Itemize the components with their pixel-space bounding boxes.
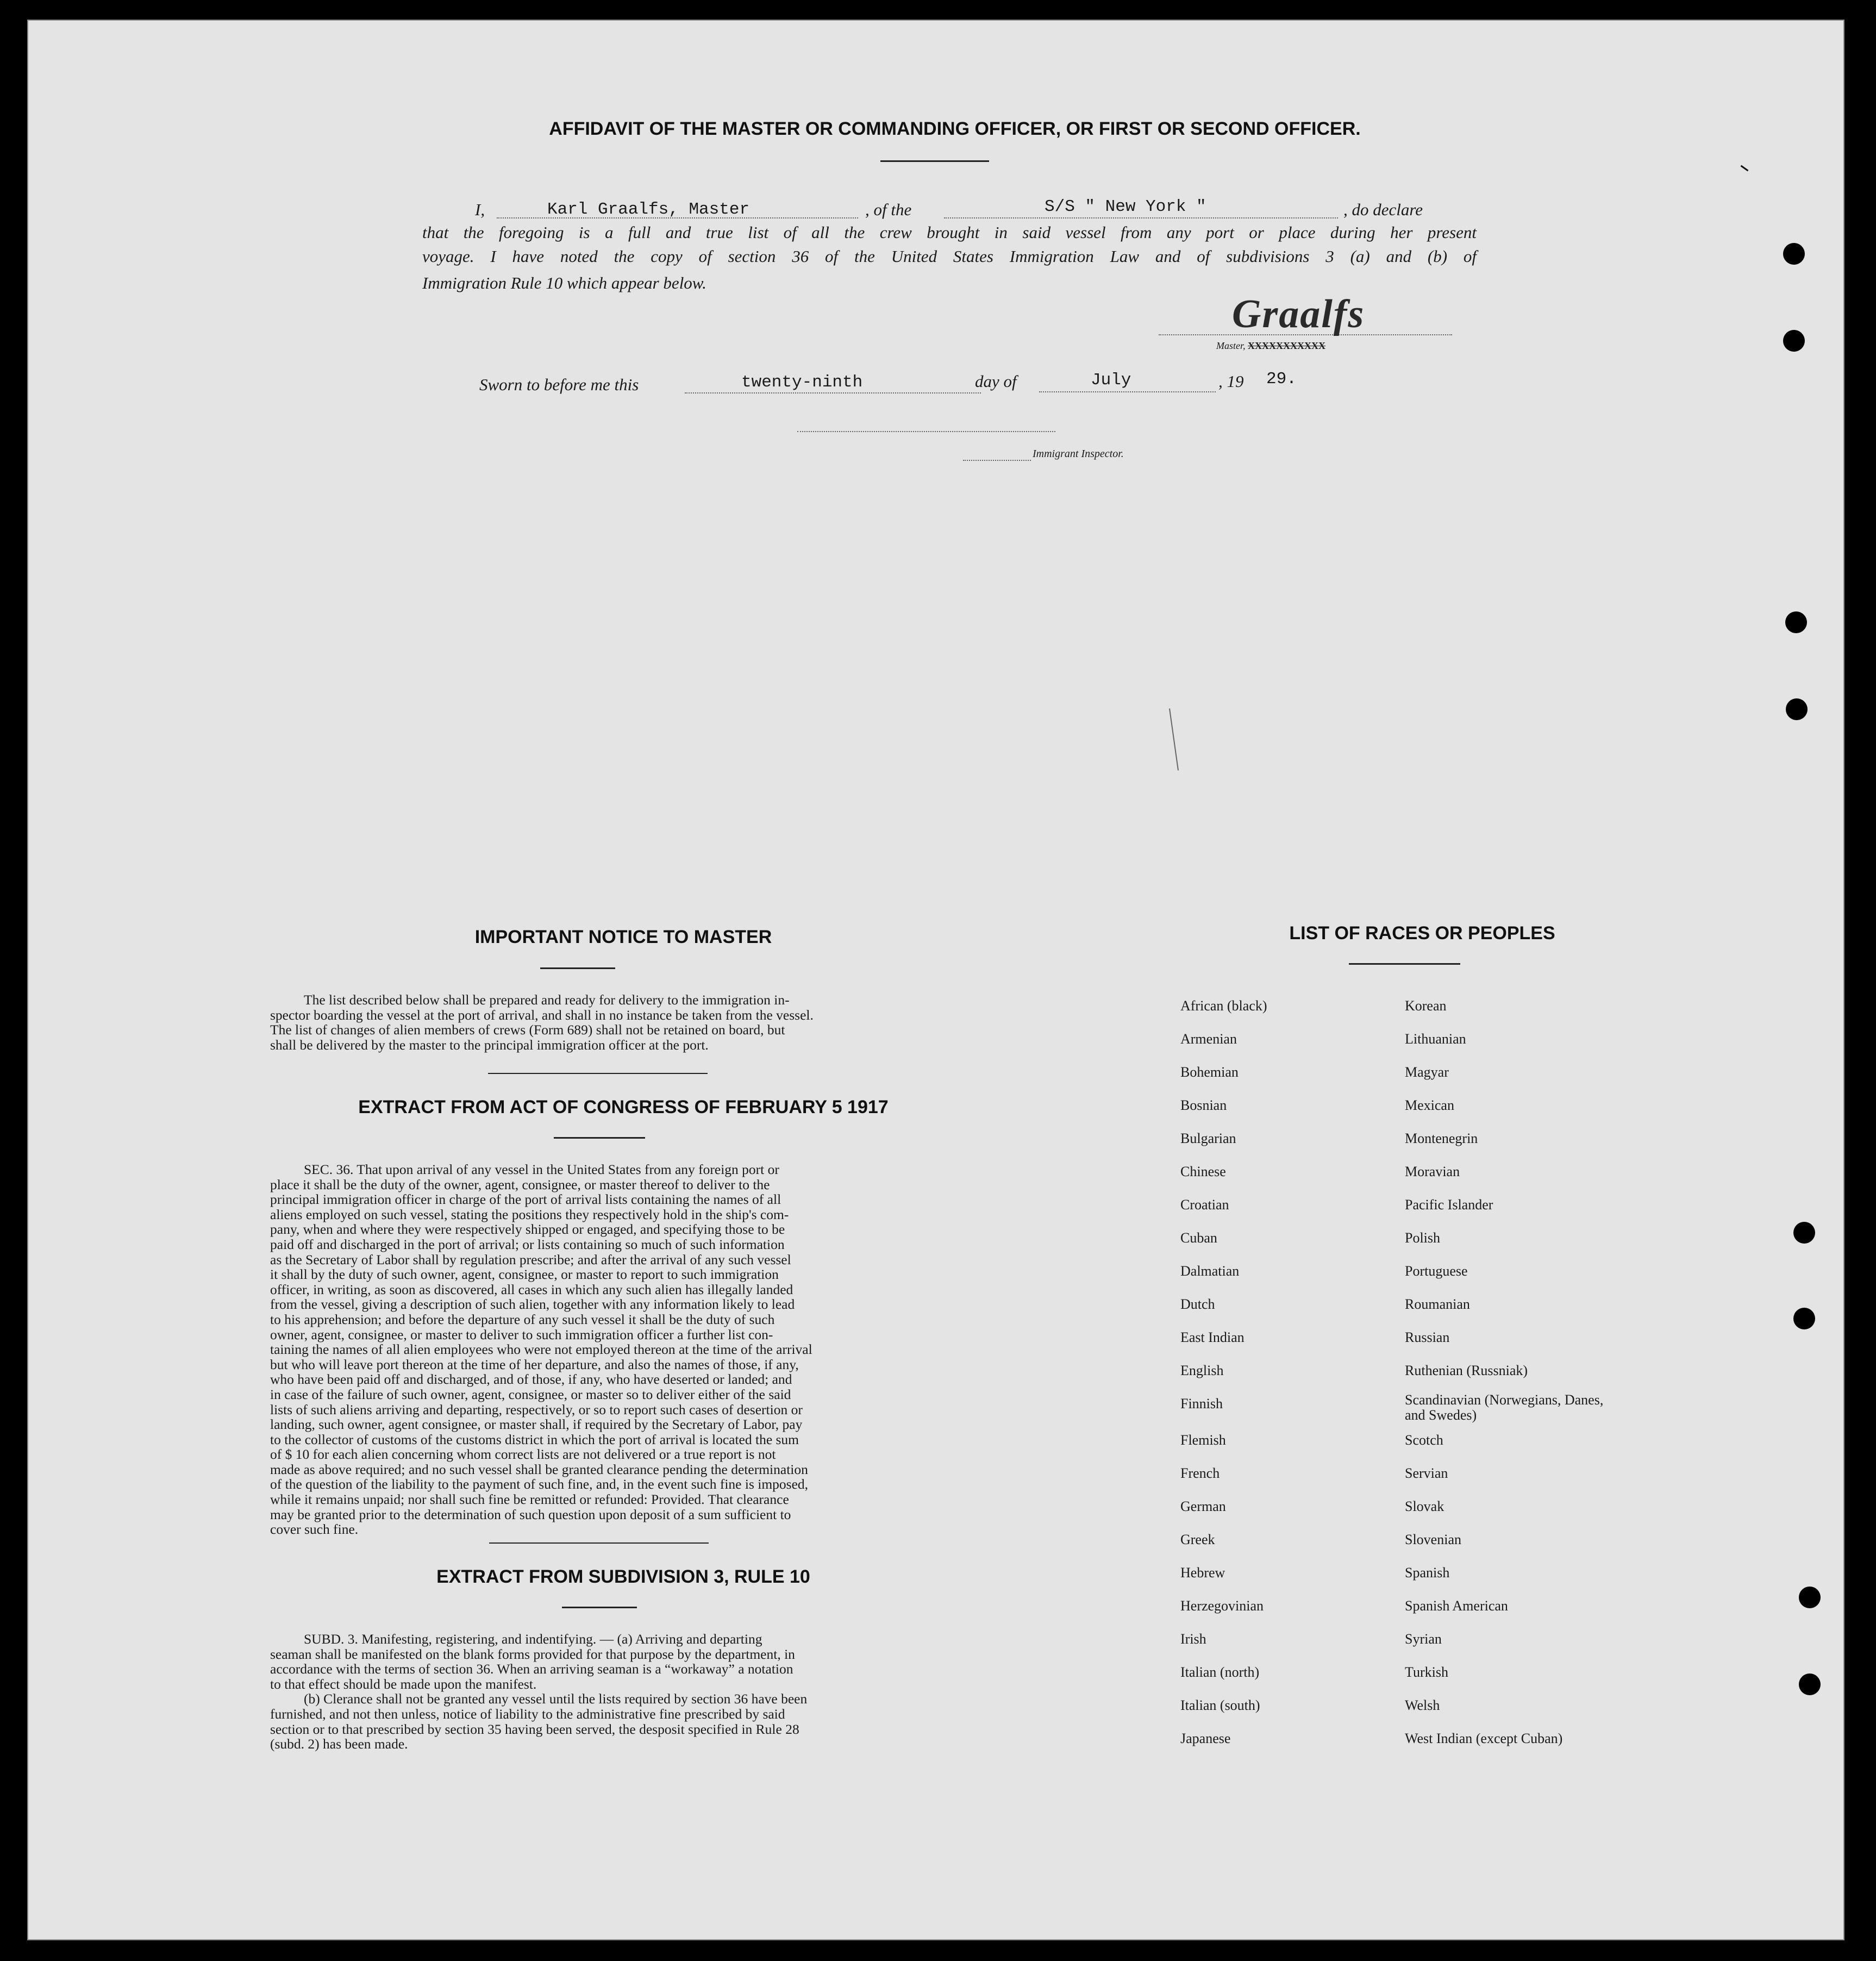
- extract-rule-line: SUBD. 3. Manifesting, registering, and indentifying. — (a) Arriving and departing: [304, 1631, 762, 1647]
- race-item: Herzegovinian: [1180, 1598, 1264, 1614]
- extract-act-line: of the question of the liability to the payment of such fine, and, in the event such fine is imposed,: [270, 1476, 809, 1492]
- extract-rule-line: seaman shall be manifested on the blank forms provided for that purpose by the department, in: [270, 1646, 795, 1662]
- races-rule: [1349, 963, 1460, 965]
- vessel-line: [944, 217, 1338, 218]
- i-prefix: I,: [475, 200, 485, 219]
- race-item: Portuguese: [1405, 1263, 1468, 1279]
- extract-rule-title: EXTRACT FROM SUBDIVISION 3, RULE 10: [436, 1566, 810, 1587]
- extract-rule-line: (subd. 2) has been made.: [270, 1736, 408, 1752]
- extract-act-line: officer, in writing, as soon as discovered, all cases in which any such alien has illegally landed: [270, 1281, 793, 1297]
- race-item: Turkish: [1405, 1664, 1448, 1680]
- notice-line: spector boarding the vessel at the port of arrival, and shall in no instance be taken from the vessel.: [270, 1007, 814, 1023]
- extract-act-line: paid off and discharged in the port of arrival; or lists containing so much of such information: [270, 1236, 785, 1252]
- notice-line: shall be delivered by the master to the principal immigration officer at the port.: [270, 1036, 709, 1053]
- race-item: Irish: [1180, 1631, 1206, 1647]
- race-item: Russian: [1405, 1329, 1450, 1345]
- declarant-name[interactable]: Karl Graalfs, Master: [547, 200, 750, 219]
- race-item: Greek: [1180, 1532, 1215, 1547]
- extract-act-line: landing, such owner, agent consignee, or master shall, if required by the Secretary of Labor, pay: [270, 1416, 803, 1433]
- race-item: Chinese: [1180, 1164, 1226, 1179]
- notice-rule: [540, 967, 615, 969]
- race-item: Bosnian: [1180, 1097, 1227, 1113]
- race-item: English: [1180, 1363, 1224, 1378]
- pencil-mark: [1169, 708, 1179, 770]
- extract-act-line: but who will leave port thereon at the time of her departure, and also the names of those, if any,: [270, 1356, 799, 1372]
- extract-act-line: who have been paid off and discharged, and of those, if any, who have deserted or landed; and: [270, 1371, 792, 1388]
- race-item: Moravian: [1405, 1164, 1460, 1179]
- of-the-text: , of the: [865, 200, 912, 219]
- affidavit-line-3: voyage. I have noted the copy of section 36 of the United States Immigration Law and of subdivisions 3 (a) and (b) of: [422, 247, 1477, 266]
- binder-hole: [1799, 1673, 1821, 1695]
- extract-rule-line: (b) Clerance shall not be granted any vessel until the lists required by section 36 have been: [304, 1691, 808, 1707]
- do-declare-text: , do declare: [1343, 200, 1423, 219]
- race-item: Lithuanian: [1405, 1031, 1466, 1047]
- race-item: Montenegrin: [1405, 1131, 1478, 1146]
- extract-act-line: cover such fine.: [270, 1521, 359, 1538]
- sworn-year[interactable]: 29.: [1266, 370, 1297, 389]
- extract-act-line: taining the names of all alien employees who were not employed thereon at the time of the arrival: [270, 1341, 812, 1358]
- extract-rule-line: section or to that prescribed by section 35 having been served, the desposit specified in Rule 28: [270, 1721, 799, 1737]
- extract-act-line: in case of the failure of such owner, agent, consignee, or master so to deliver either of the said: [270, 1386, 791, 1402]
- race-item: Bohemian: [1180, 1064, 1239, 1080]
- race-item: German: [1180, 1498, 1226, 1514]
- notice-body: [270, 992, 933, 1052]
- race-item: Armenian: [1180, 1031, 1237, 1047]
- notice-title: IMPORTANT NOTICE TO MASTER: [474, 927, 772, 947]
- edge-mark: [1741, 165, 1749, 172]
- race-item: French: [1180, 1465, 1220, 1481]
- extract-act-divider: [489, 1542, 709, 1544]
- races-title: LIST OF RACES OR PEOPLES: [1289, 923, 1555, 944]
- race-item: Magyar: [1405, 1064, 1449, 1080]
- signature-caption: [1216, 340, 1325, 352]
- race-item: Dutch: [1180, 1296, 1215, 1312]
- race-item: Flemish: [1180, 1432, 1226, 1448]
- binder-hole: [1783, 330, 1805, 352]
- race-item: Bulgarian: [1180, 1131, 1236, 1146]
- binder-hole: [1786, 698, 1808, 720]
- affidavit-line-2: that the foregoing is a full and true list of all the crew brought in said vessel from any port or place during her present: [422, 223, 1477, 242]
- race-item: West Indian (except Cuban): [1405, 1731, 1563, 1746]
- extract-act-line: from the vessel, giving a description of such alien, together with any information likely to lead: [270, 1296, 795, 1313]
- binder-hole: [1793, 1308, 1815, 1329]
- extract-rule-rule: [562, 1607, 637, 1608]
- extract-rule-line: to that effect should be made upon the manifest.: [270, 1676, 537, 1692]
- extract-act-line: may be granted prior to the determination of such question upon deposit of a sum sufficient to: [270, 1506, 791, 1522]
- master-signature: Graalfs: [1232, 292, 1365, 336]
- sworn-month[interactable]: July: [1091, 371, 1131, 390]
- extract-act-line: pany, when and where they were respectively shipped or engaged, and specifying those to be: [270, 1221, 785, 1238]
- race-item: African (black): [1180, 998, 1267, 1014]
- signature-caption-struck: XXXXXXXXXXX: [1248, 340, 1325, 351]
- race-item: Spanish: [1405, 1565, 1450, 1581]
- race-item: Welsh: [1405, 1697, 1440, 1713]
- race-item: Slovenian: [1405, 1532, 1461, 1547]
- race-item: Hebrew: [1180, 1565, 1225, 1581]
- race-item: Pacific Islander: [1405, 1197, 1493, 1213]
- inspector-signature-line: [797, 431, 1055, 432]
- race-item: Roumanian: [1405, 1296, 1470, 1312]
- extract-rule-body: [270, 1632, 933, 1752]
- sworn-day[interactable]: twenty-ninth: [741, 373, 863, 392]
- year-prefix: , 19: [1218, 372, 1244, 391]
- extract-act-body: [270, 1162, 933, 1537]
- extract-act-line: as the Secretary of Labor shall by regulation prescribe; and after the arrival of any such vessel: [270, 1251, 791, 1267]
- race-item: Slovak: [1405, 1498, 1444, 1514]
- notice-line: The list described below shall be prepared and ready for delivery to the immigration in-: [304, 992, 790, 1008]
- race-item: Servian: [1405, 1465, 1448, 1481]
- notice-divider: [488, 1073, 708, 1074]
- extract-rule-line: furnished, and not then unless, notice of liability to the administrative fine prescribed by said: [270, 1706, 785, 1722]
- extract-act-line: owner, agent, consignee, or master to deliver to such immigration officer a further list con-: [270, 1326, 773, 1342]
- binder-hole: [1783, 243, 1805, 265]
- race-item: Italian (south): [1180, 1697, 1260, 1713]
- notice-line: The list of changes of alien members of crews (Form 689) shall not be retained on board, but: [270, 1022, 785, 1038]
- extract-act-line: to his apprehension; and before the departure of any such vessel it shall be the duty of such: [270, 1311, 775, 1327]
- title-rule: [880, 160, 989, 162]
- extract-act-line: made as above required; and no such vessel shall be granted clearance pending the determination: [270, 1461, 808, 1477]
- extract-act-title: EXTRACT FROM ACT OF CONGRESS OF FEBRUARY 5 1917: [358, 1097, 889, 1117]
- race-item: Spanish American: [1405, 1598, 1508, 1614]
- document-page: [27, 20, 1844, 1940]
- extract-act-line: place it shall be the duty of the owner, agent, consignee, or master thereof to deliver to the: [270, 1176, 770, 1192]
- inspector-caption-line: [963, 460, 1031, 461]
- race-item: Finnish: [1180, 1396, 1223, 1412]
- race-item: Korean: [1405, 998, 1447, 1014]
- race-item: Mexican: [1405, 1097, 1454, 1113]
- signature-caption-master: Master,: [1216, 340, 1246, 351]
- day-of-text: day of: [975, 372, 1017, 391]
- affidavit-line-4: Immigration Rule 10 which appear below.: [422, 273, 706, 292]
- extract-act-line: while it remains unpaid; nor shall such fine be remitted or refunded: Provided. That clearance: [270, 1491, 789, 1508]
- sworn-day-line: [685, 392, 981, 394]
- extract-act-line: it shall by the duty of such owner, agent, consignee, or master to report to such immigration: [270, 1266, 779, 1283]
- binder-hole: [1799, 1587, 1821, 1608]
- extract-act-line: to the collector of customs of the customs district in which the port of arrival is located the sum: [270, 1431, 799, 1447]
- sworn-prefix: Sworn to before me this: [479, 375, 639, 394]
- inspector-caption: Immigrant Inspector.: [1033, 448, 1124, 460]
- extract-act-line: aliens employed on such vessel, stating the positions they respectively hold in the ship's com-: [270, 1206, 789, 1222]
- race-item: Polish: [1405, 1230, 1441, 1246]
- race-item: Italian (north): [1180, 1664, 1260, 1680]
- sworn-month-line: [1039, 391, 1216, 392]
- extract-act-line: SEC. 36. That upon arrival of any vessel in the United States from any foreign port or: [304, 1161, 779, 1177]
- extract-act-line: of $ 10 for each alien concerning whom correct lists are not delivered or a true report is not: [270, 1446, 776, 1463]
- binder-hole: [1793, 1222, 1815, 1244]
- race-item: Cuban: [1180, 1230, 1217, 1246]
- affidavit-title: AFFIDAVIT OF THE MASTER OR COMMANDING OFFICER, OR FIRST OR SECOND OFFICER.: [549, 118, 1361, 139]
- race-item: Croatian: [1180, 1197, 1229, 1213]
- race-item: Ruthenian (Russniak): [1405, 1363, 1528, 1378]
- binder-hole: [1785, 611, 1807, 633]
- race-item: Scotch: [1405, 1432, 1443, 1448]
- extract-act-line: principal immigration officer in charge of the port of arrival lists containing the names of all: [270, 1191, 781, 1208]
- extract-act-line: lists of such aliens arriving and departing, respectively, or so to report such cases of desertion or: [270, 1401, 803, 1417]
- race-item: East Indian: [1180, 1329, 1245, 1345]
- race-item: Japanese: [1180, 1731, 1231, 1746]
- race-item: Syrian: [1405, 1631, 1442, 1647]
- race-item: Dalmatian: [1180, 1263, 1240, 1279]
- vessel-name[interactable]: S/S " New York ": [1045, 197, 1206, 216]
- extract-act-rule: [554, 1137, 645, 1139]
- race-item: Scandinavian (Norwegians, Danes, and Swedes): [1405, 1392, 1604, 1423]
- extract-rule-line: accordance with the terms of section 36. When an arriving seaman is a “workaway” a notation: [270, 1661, 793, 1677]
